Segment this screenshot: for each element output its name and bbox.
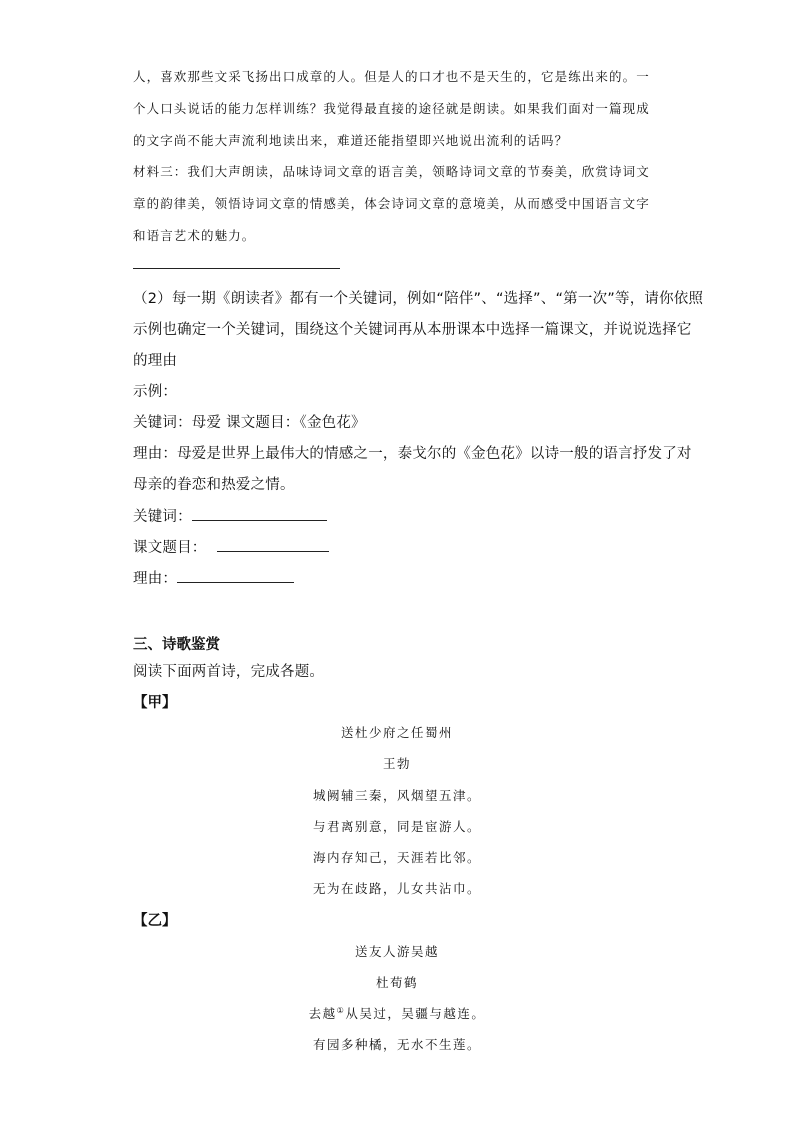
example-keyword-line: 关键词：母爱 课文题目：《金色花》 (133, 415, 366, 431)
title-blank[interactable] (217, 539, 329, 552)
material-three-line: 章的韵律美，领悟诗词文章的情感美，体会诗词文章的意境美，从而感受中国语言文字 (133, 196, 650, 211)
poem-yi-line: 有园多种橘，无水不生莲。 (312, 1037, 481, 1052)
material-three-line: 和语言艺术的魅力。 (133, 228, 256, 243)
material-three-line: 材料三：我们大声朗读，品味诗词文章的语言美，领略诗词文章的节奏美，欣赏诗词文 (133, 164, 650, 179)
question-line: 示例也确定一个关键词，围绕这个关键词再从本册课本中选择一篇课文，并说说选择它 (133, 322, 692, 338)
question-line: 的理由 (133, 353, 178, 369)
poem-jia-line: 与君离别意，同是宦游人。 (312, 819, 481, 834)
material-line: 个人口头说话的能力怎样训练？我觉得最直接的途径就是朗读。如果我们面对一篇现成 (133, 101, 650, 116)
poem-jia-line: 城阙辅三秦，风烟望五津。 (312, 788, 481, 803)
poem-jia-line: 海内存知己，天涯若比邻。 (312, 850, 481, 865)
material-line: 人，喜欢那些文采飞扬出口成章的人。但是人的口才也不是天生的，它是练出来的。一 (133, 69, 650, 84)
title-answer-row (133, 536, 329, 557)
footnote-marker: ① (336, 1005, 346, 1015)
material-line: 的文字尚不能大声流利地读出来，难道还能指望即兴地说出流利的话吗？ (133, 133, 569, 148)
example-reason-line: 理由：母爱是世界上最伟大的情感之一，泰戈尔的《金色花》以诗一般的语言抒发了对 (133, 446, 692, 462)
keyword-label: 关键词： (133, 509, 192, 525)
poem-yi-line1-start: 去越 (308, 1006, 337, 1021)
reason-label: 理由： (133, 571, 178, 587)
keyword-answer-row (133, 505, 327, 526)
poem-jia-line: 无为在歧路，儿女共沾巾。 (312, 881, 481, 896)
reason-blank[interactable] (177, 570, 294, 583)
poem-yi-label: 【乙】 (133, 913, 177, 929)
example-label: 示例： (133, 384, 178, 400)
example-reason-line: 母亲的眷恋和热爱之情。 (133, 477, 295, 493)
poem-jia-label: 【甲】 (133, 695, 177, 711)
poem-yi-title: 送友人游吴越 (354, 944, 439, 959)
question-line: （2）每一期《朗读者》都有一个关键词，例如“陪伴”、“选择”、“第一次”等，请你依照 (133, 291, 704, 307)
poem-yi-author: 杜荀鹤 (375, 975, 418, 990)
poem-jia-title: 送杜少府之任蜀州 (340, 725, 453, 740)
poem-jia-author: 王勃 (382, 756, 411, 771)
section-instruction: 阅读下面两首诗，完成各题。 (133, 664, 325, 680)
answer-rule (133, 268, 340, 269)
poem-yi-line (133, 1004, 661, 1022)
title-label: 课文题目： (133, 540, 207, 556)
keyword-blank[interactable] (192, 508, 327, 521)
reason-answer-row (133, 567, 294, 588)
poem-yi-line1-end: 从吴过，吴疆与越连。 (345, 1006, 486, 1021)
section-heading: 三、诗歌鉴赏 (133, 637, 220, 653)
